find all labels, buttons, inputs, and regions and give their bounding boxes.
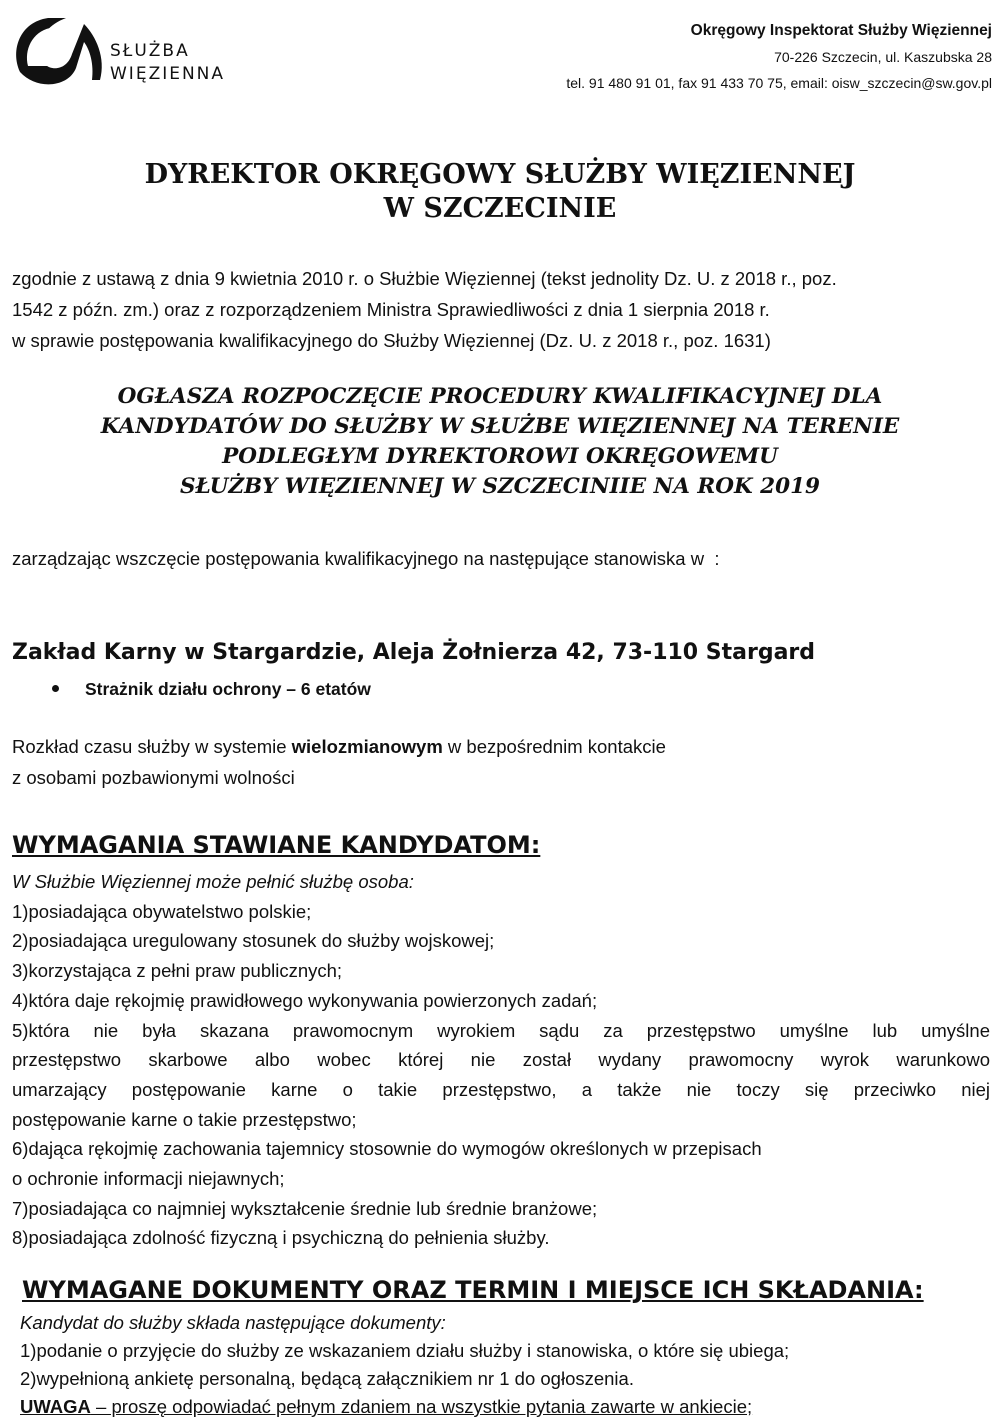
logo: [10, 10, 250, 90]
requirement-item: postępowanie karne o takie przestępstwo;: [12, 1108, 357, 1130]
position-label: Strażnik działu ochrony – 6 etatów: [85, 679, 371, 699]
logo-line-1: SŁUŻBA: [110, 41, 190, 61]
documents-list: [20, 1309, 990, 1421]
requirement-item: 6)dająca rękojmię zachowania tajemnicy stosownie do wymogów określonych w przepisach: [12, 1138, 762, 1160]
requirement-item: przestępstwo skarbowe albo wobec której nie został wydany prawomocny wyrok warunkowo: [12, 1049, 990, 1071]
requirement-item: 4)która daje rękojmię prawidłowego wykonywania powierzonych zadań;: [12, 989, 598, 1011]
header-contact-block: [566, 18, 992, 96]
announcement-line: OGŁASZA ROZPOCZĘCIE PROCEDURY KWALIFIKACYJNEJ DLA: [117, 384, 883, 409]
document-title: [0, 158, 1000, 226]
facility-name: Zakład Karny w Stargardzie, Aleja Żołnierza 42, 73-110 Stargard: [12, 640, 816, 665]
title-line-2: W SZCZECINIE: [383, 193, 617, 224]
requirement-item: 7)posiadająca co najmniej wykształcenie średnie lub średnie branżowe;: [12, 1197, 598, 1219]
legal-line: 1542 z późn. zm.) oraz z rozporządzeniem Ministra Sprawiedliwości z dnia 1 sierpnia 2018 r.: [12, 299, 770, 320]
bullet-icon: [52, 685, 59, 692]
schedule-line-2: z osobami pozbawionymi wolności: [12, 767, 295, 788]
requirement-item: 5)która nie była skazana prawomocnym wyrokiem sądu za przestępstwo umyślne lub umyślne: [12, 1019, 990, 1041]
schedule-system: wielozmianowym: [291, 736, 443, 757]
org-contact: tel. 91 480 91 01, fax 91 433 70 75, email: oisw_szczecin@sw.gov.pl: [566, 75, 992, 91]
org-name: Okręgowy Inspektorat Służby Więziennej: [690, 22, 992, 39]
requirement-item: o ochronie informacji niejawnych;: [12, 1168, 285, 1190]
requirements-heading: WYMAGANIA STAWIANE KANDYDATOM:: [12, 831, 541, 859]
warning-text: – proszę odpowiadać pełnym zdaniem na wszystkie pytania zawarte w ankiecie;: [90, 1396, 753, 1417]
requirement-item: 1)posiadająca obywatelstwo polskie;: [12, 900, 312, 922]
sw-emblem-icon: [10, 10, 110, 90]
legal-line: zgodnie z ustawą z dnia 9 kwietnia 2010 r. o Służbie Więziennej (tekst jednolity Dz. U. z 2018 r., poz.: [12, 268, 837, 289]
requirement-item: umarzający postępowanie karne o takie przestępstwo, a także nie toczy się przeciwko niej: [12, 1078, 990, 1100]
requirement-item: 2)posiadająca uregulowany stosunek do służby wojskowej;: [12, 930, 495, 952]
requirement-item: 8)posiadająca zdolność fizyczną i psychiczną do pełnienia służby.: [12, 1227, 550, 1249]
announcement: [0, 382, 1000, 502]
documents-warning: [20, 1393, 990, 1421]
requirements-list: [12, 867, 990, 1253]
requirement-item: 3)korzystająca z pełni praw publicznych;: [12, 960, 343, 982]
org-address: 70-226 Szczecin, ul. Kaszubska 28: [774, 49, 992, 65]
documents-heading: WYMAGANE DOKUMENTY ORAZ TERMIN I MIEJSCE ICH SKŁADANIA:: [22, 1276, 924, 1304]
document-item: 2)wypełnioną ankietę personalną, będącą załącznikiem nr 1 do ogłoszenia.: [20, 1368, 634, 1389]
legal-basis: [12, 263, 997, 356]
warning-label: UWAGA: [20, 1396, 91, 1417]
schedule-post: w bezpośrednim kontakcie: [442, 736, 666, 757]
title-line-1: DYREKTOR OKRĘGOWY SŁUŻBY WIĘZIENNEJ: [144, 159, 856, 190]
announcement-line: SŁUŻBY WIĘZIENNEJ W SZCZECINIIE NA ROK 2019: [179, 474, 821, 499]
document-item: 1)podanie o przyjęcie do służby ze wskazaniem działu służby i stanowiska, o które się ubiega;: [20, 1340, 790, 1361]
schedule-pre: Rozkład czasu służby w systemie: [12, 736, 292, 757]
legal-line: w sprawie postępowania kwalifikacyjnego do Służby Więziennej (Dz. U. z 2018 r., poz. 1631): [12, 330, 771, 351]
documents-intro: Kandydat do służby składa następujące dokumenty:: [20, 1312, 446, 1333]
logo-wordmark: [110, 40, 225, 86]
announcement-line: PODLEGŁYM DYREKTOROWI OKRĘGOWEMU: [222, 444, 778, 469]
position-item: [52, 676, 371, 702]
service-schedule: [12, 731, 666, 793]
positions-intro: zarządzając wszczęcie postępowania kwalifikacyjnego na następujące stanowiska w :: [12, 548, 720, 569]
schedule-line-1: [12, 731, 666, 762]
announcement-line: KANDYDATÓW DO SŁUŻBY W SŁUŻBE WIĘZIENNEJ NA TERENIE: [100, 414, 900, 439]
requirements-intro: W Służbie Więziennej może pełnić służbę osoba:: [12, 871, 414, 892]
logo-line-2: WIĘZIENNA: [110, 64, 226, 84]
